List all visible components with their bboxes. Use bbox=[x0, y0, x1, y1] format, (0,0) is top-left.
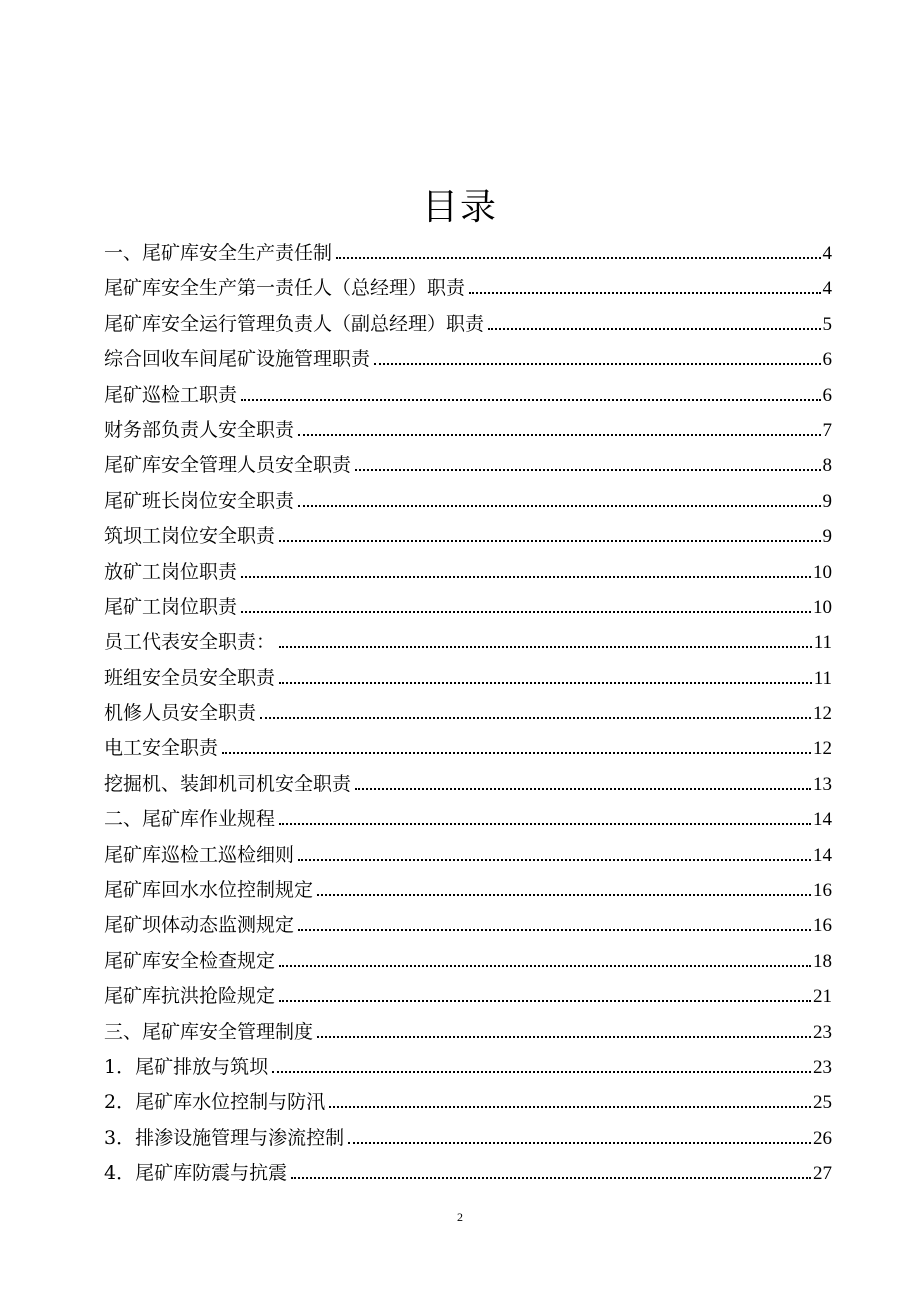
toc-entry-label: 尾矿库安全检查规定 bbox=[104, 949, 276, 972]
toc-entry[interactable] bbox=[104, 307, 832, 342]
toc-entry[interactable] bbox=[104, 767, 832, 802]
toc-entry-label: 三、尾矿库安全管理制度 bbox=[104, 1020, 314, 1043]
toc-dot-leader bbox=[374, 363, 820, 365]
page-number: 2 bbox=[457, 1210, 463, 1224]
toc-entry-page: 12 bbox=[813, 703, 832, 725]
toc-entry-label: 筑坝工岗位安全职责 bbox=[104, 525, 276, 548]
toc-entry-label: 尾矿库安全运行管理负责人（副总经理）职责 bbox=[104, 312, 485, 335]
toc-entry-label: 电工安全职责 bbox=[104, 737, 219, 760]
toc-dot-leader bbox=[279, 540, 820, 542]
toc-entry[interactable] bbox=[104, 908, 832, 943]
toc-entry[interactable] bbox=[104, 1156, 832, 1191]
toc-entry-label: 二、尾矿库作业规程 bbox=[104, 808, 276, 831]
toc-dot-leader bbox=[279, 823, 811, 825]
toc-entry-page: 4 bbox=[822, 278, 832, 300]
toc-dot-leader bbox=[329, 1106, 811, 1108]
toc-entry[interactable] bbox=[104, 731, 832, 766]
toc-entry-page: 21 bbox=[813, 986, 832, 1008]
toc-entry-page: 10 bbox=[813, 596, 832, 618]
toc-entry[interactable] bbox=[104, 378, 832, 413]
toc-entry-label: 尾矿班长岗位安全职责 bbox=[104, 489, 295, 512]
toc-entry-page: 6 bbox=[822, 384, 832, 406]
toc-entry-page: 7 bbox=[822, 419, 832, 441]
toc-entry-label: 尾矿库安全管理人员安全职责 bbox=[104, 454, 352, 477]
toc-entry-label: 班组安全员安全职责 bbox=[104, 666, 276, 689]
toc-entry-label: 4．尾矿库防震与抗震 bbox=[104, 1162, 288, 1185]
toc-dot-leader bbox=[355, 469, 820, 471]
toc-dot-leader bbox=[348, 1142, 811, 1144]
toc-entry[interactable] bbox=[104, 944, 832, 979]
toc-entry-page: 27 bbox=[813, 1163, 832, 1185]
toc-entry[interactable] bbox=[104, 696, 832, 731]
toc-entry-page: 13 bbox=[813, 773, 832, 795]
toc-entry-page: 16 bbox=[813, 915, 832, 937]
toc-entry-page: 9 bbox=[822, 490, 832, 512]
toc-dot-leader bbox=[241, 399, 820, 401]
toc-entry-label: 财务部负责人安全职责 bbox=[104, 418, 295, 441]
toc-entry-label: 员工代表安全职责： bbox=[104, 631, 276, 654]
toc-entry-page: 23 bbox=[813, 1056, 832, 1078]
toc-entry[interactable] bbox=[104, 236, 832, 271]
toc-dot-leader bbox=[241, 576, 811, 578]
toc-entry[interactable] bbox=[104, 873, 832, 908]
toc-dot-leader bbox=[272, 1071, 811, 1073]
toc-entry-page: 14 bbox=[813, 809, 832, 831]
toc-entry-page: 9 bbox=[822, 526, 832, 548]
toc-dot-leader bbox=[317, 894, 811, 896]
toc-entry[interactable] bbox=[104, 1085, 832, 1120]
toc-entry[interactable] bbox=[104, 1121, 832, 1156]
toc-entry[interactable] bbox=[104, 1015, 832, 1050]
toc-entry-label: 尾矿坝体动态监测规定 bbox=[104, 914, 295, 937]
toc-dot-leader bbox=[298, 434, 820, 436]
toc-entry[interactable] bbox=[104, 1050, 832, 1085]
toc-entry-label: 1．尾矿排放与筑坝 bbox=[104, 1055, 269, 1078]
toc-dot-leader bbox=[469, 292, 820, 294]
toc-dot-leader bbox=[241, 611, 811, 613]
toc-entry[interactable] bbox=[104, 519, 832, 554]
toc-entry-label: 尾矿巡检工职责 bbox=[104, 383, 238, 406]
toc-dot-leader bbox=[298, 505, 820, 507]
toc-dot-leader bbox=[336, 257, 820, 259]
toc-entry-page: 6 bbox=[822, 349, 832, 371]
toc-entry-label: 尾矿库回水水位控制规定 bbox=[104, 879, 314, 902]
toc-dot-leader bbox=[279, 965, 811, 967]
toc-entry-label: 尾矿库安全生产第一责任人（总经理）职责 bbox=[104, 277, 466, 300]
toc-entry-page: 4 bbox=[822, 243, 832, 264]
toc-entry-label: 综合回收车间尾矿设施管理职责 bbox=[104, 348, 371, 371]
toc-entry-page: 11 bbox=[813, 667, 832, 689]
toc-entry-label: 放矿工岗位职责 bbox=[104, 560, 238, 583]
toc-entry[interactable] bbox=[104, 413, 832, 448]
table-of-contents bbox=[104, 236, 832, 1192]
toc-entry-label: 一、尾矿库安全生产责任制 bbox=[104, 242, 333, 264]
toc-entry-page: 25 bbox=[813, 1092, 832, 1114]
toc-entry-label: 机修人员安全职责 bbox=[104, 702, 257, 725]
toc-entry[interactable] bbox=[104, 271, 832, 306]
toc-dot-leader bbox=[298, 859, 811, 861]
toc-entry[interactable] bbox=[104, 802, 832, 837]
toc-dot-leader bbox=[222, 752, 811, 754]
toc-entry-page: 18 bbox=[813, 950, 832, 972]
toc-entry-page: 12 bbox=[813, 738, 832, 760]
toc-entry[interactable] bbox=[104, 590, 832, 625]
toc-entry[interactable] bbox=[104, 342, 832, 377]
toc-entry-page: 26 bbox=[813, 1127, 832, 1149]
toc-entry-label: 尾矿工岗位职责 bbox=[104, 595, 238, 618]
toc-entry-label: 尾矿库抗洪抢险规定 bbox=[104, 985, 276, 1008]
toc-dot-leader bbox=[291, 1177, 811, 1179]
toc-entry-page: 8 bbox=[822, 455, 832, 477]
toc-dot-leader bbox=[279, 1000, 811, 1002]
toc-entry-label: 挖掘机、装卸机司机安全职责 bbox=[104, 772, 352, 795]
toc-entry-page: 10 bbox=[813, 561, 832, 583]
toc-dot-leader bbox=[260, 717, 811, 719]
page-title: 目录 bbox=[421, 187, 498, 228]
toc-entry-label: 3．排渗设施管理与渗流控制 bbox=[104, 1126, 345, 1149]
toc-entry[interactable] bbox=[104, 555, 832, 590]
toc-entry[interactable] bbox=[104, 979, 832, 1014]
toc-dot-leader bbox=[355, 788, 811, 790]
toc-entry[interactable] bbox=[104, 448, 832, 483]
toc-entry[interactable] bbox=[104, 838, 832, 873]
toc-dot-leader bbox=[298, 929, 811, 931]
toc-entry[interactable] bbox=[104, 661, 832, 696]
toc-entry[interactable] bbox=[104, 484, 832, 519]
toc-dot-leader bbox=[279, 682, 812, 684]
toc-entry-page: 14 bbox=[813, 844, 832, 866]
toc-entry-page: 5 bbox=[822, 313, 832, 335]
toc-entry-page: 16 bbox=[813, 880, 832, 902]
toc-dot-leader bbox=[488, 328, 820, 330]
toc-dot-leader bbox=[317, 1036, 811, 1038]
toc-entry-label: 尾矿库巡检工巡检细则 bbox=[104, 843, 295, 866]
toc-entry-label: 2．尾矿库水位控制与防汛 bbox=[104, 1091, 326, 1114]
toc-entry[interactable] bbox=[104, 625, 832, 660]
toc-dot-leader bbox=[279, 646, 812, 648]
toc-entry-page: 23 bbox=[813, 1021, 832, 1043]
toc-entry-page: 11 bbox=[813, 632, 832, 654]
